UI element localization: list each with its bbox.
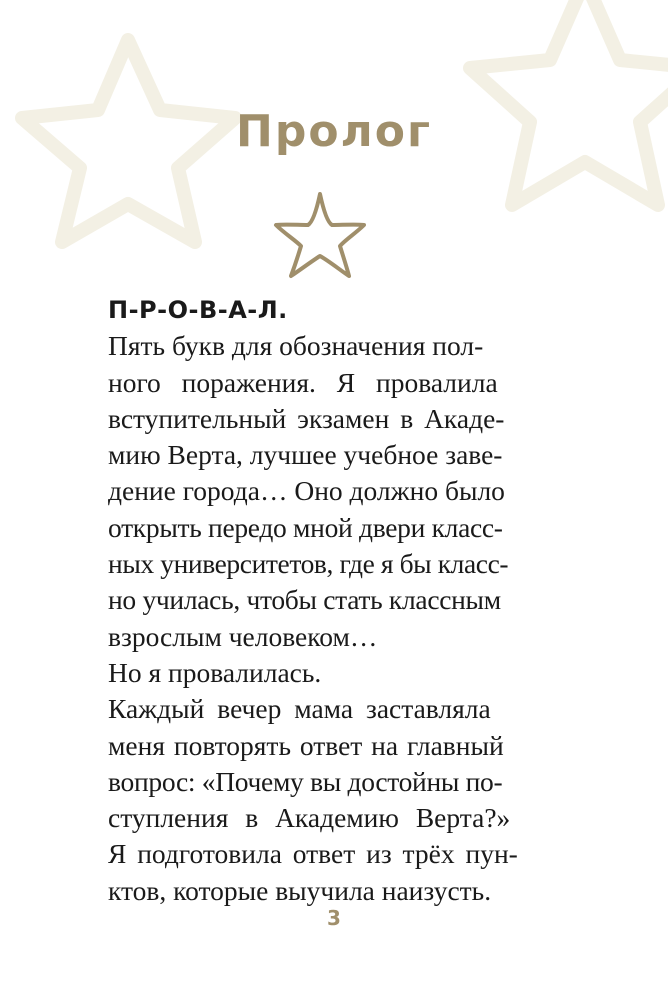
body-line: ступления в Академию Верта?»: [108, 802, 511, 834]
body-line: Я подготовила ответ из трёх пун-: [108, 838, 518, 870]
body-line: взрослым человеком…: [108, 620, 378, 652]
body-line: ных университетов, где я бы класс-: [108, 548, 509, 580]
body-line: Каждый вечер мама заставляла: [108, 693, 491, 725]
body-line: но училась, чтобы стать классным: [108, 584, 501, 616]
body-line: ного поражения. Я провалила: [108, 366, 498, 398]
chapter-body-text: [108, 292, 548, 909]
body-line: Пять букв для обозначения пол-: [108, 330, 484, 362]
body-line: меня повторять ответ на главный: [108, 729, 504, 761]
body-line: Но я провалилась.: [108, 656, 322, 688]
star-ornament-icon: [270, 188, 370, 282]
body-line: дение города… Оно должно было: [108, 475, 505, 507]
body-line: ктов, которые выучила наизусть.: [108, 874, 492, 906]
body-heading: П-Р-О-В-А-Л.: [108, 296, 288, 324]
chapter-title: Пролог: [236, 106, 432, 157]
background-star-right-icon: [470, 0, 668, 205]
page-number: 3: [327, 906, 341, 930]
body-line: открыть передо мной двери класс-: [108, 511, 503, 543]
body-line: вопрос: «Почему вы достойны по-: [108, 765, 503, 797]
body-line: мию Верта, лучшее учебное заве-: [108, 439, 503, 471]
body-line: вступительный экзамен в Акаде-: [108, 402, 505, 434]
